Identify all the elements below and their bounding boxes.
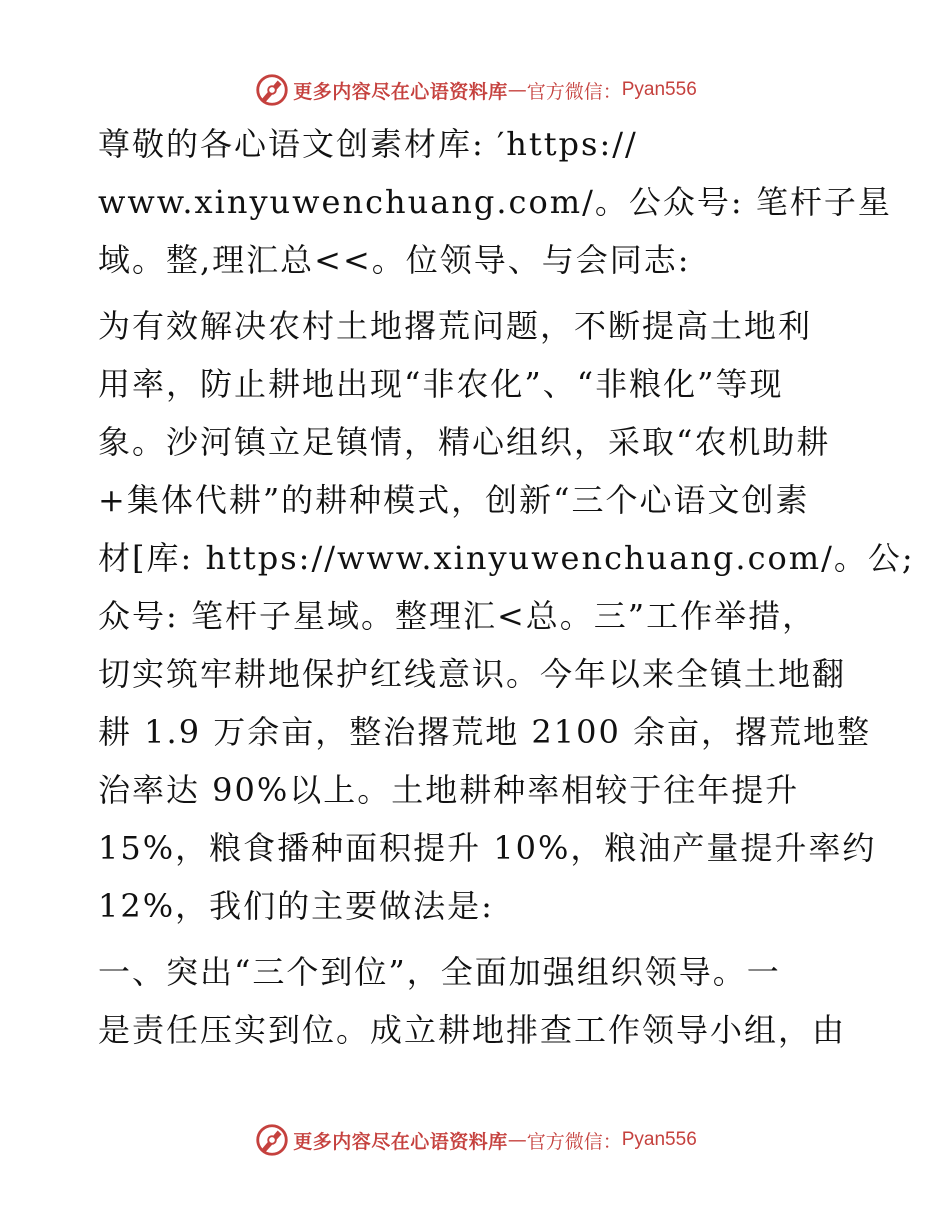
text-line: 切实筑牢耕地保护红线意识。今年以来全镇土地翻 [98,655,847,693]
footer-banner [0,1120,950,1160]
pen-circle-logo-icon [253,71,291,109]
text-line: 15%，粮食播种面积提升 10%，粮油产量提升率约 [98,829,877,867]
banner-handle: Pyan556 [621,79,697,100]
text-line: 为有效解决农村土地撂荒问题，不断提高土地利 [98,307,813,345]
text-line: 域。整,理汇总<<。位领导、与会同志: [98,241,691,279]
text-line: 治率达 90%以上。土地耕种率相较于往年提升 [98,771,800,809]
text-line: 耕 1.9 万余亩，整治撂荒地 2100 余亩，撂荒地整 [98,713,872,751]
banner-separator: — [507,1129,527,1151]
pen-circle-logo-icon [253,1121,291,1159]
banner-handle: Pyan556 [621,1129,697,1150]
text-line: 象。沙河镇立足镇情，精心组织，采取“农机助耕 [98,423,831,461]
text-line: 材[库: https://www.xinyuwenchuang.com/。公; [98,539,915,577]
text-line: www.xinyuwenchuang.com/。公众号: 笔杆子星 [98,183,892,221]
banner-text: 更多内容尽在心语资料库 [293,80,508,103]
text-line: 用率，防止耕地出现“非农化”、“非粮化”等现 [98,365,784,403]
text-line: 众号: 笔杆子星域。整理汇<总。三”工作举措， [98,597,817,635]
banner-separator: — [507,79,527,101]
paragraph-greeting [98,124,892,298]
paragraph-intro [98,306,915,944]
banner-text: 更多内容尽在心语资料库 [293,1130,508,1153]
paragraph-section-one [98,952,858,1068]
text-line: 尊敬的各心语文创素材库: ′https:// [98,125,638,163]
header-banner [0,70,950,110]
text-line: 12%，我们的主要做法是: [98,887,494,925]
text-line: 是责任压实到位。成立耕地排查工作领导小组，由 [98,1011,847,1049]
text-line: +集体代耕”的耕种模式，创新“三个心语文创素 [98,481,810,519]
text-line: 一、突出“三个到位”，全面加强组织领导。一 [98,953,781,991]
banner-label: 官方微信： [526,1130,622,1153]
document-body [98,124,915,1068]
banner-label: 官方微信： [526,80,622,103]
